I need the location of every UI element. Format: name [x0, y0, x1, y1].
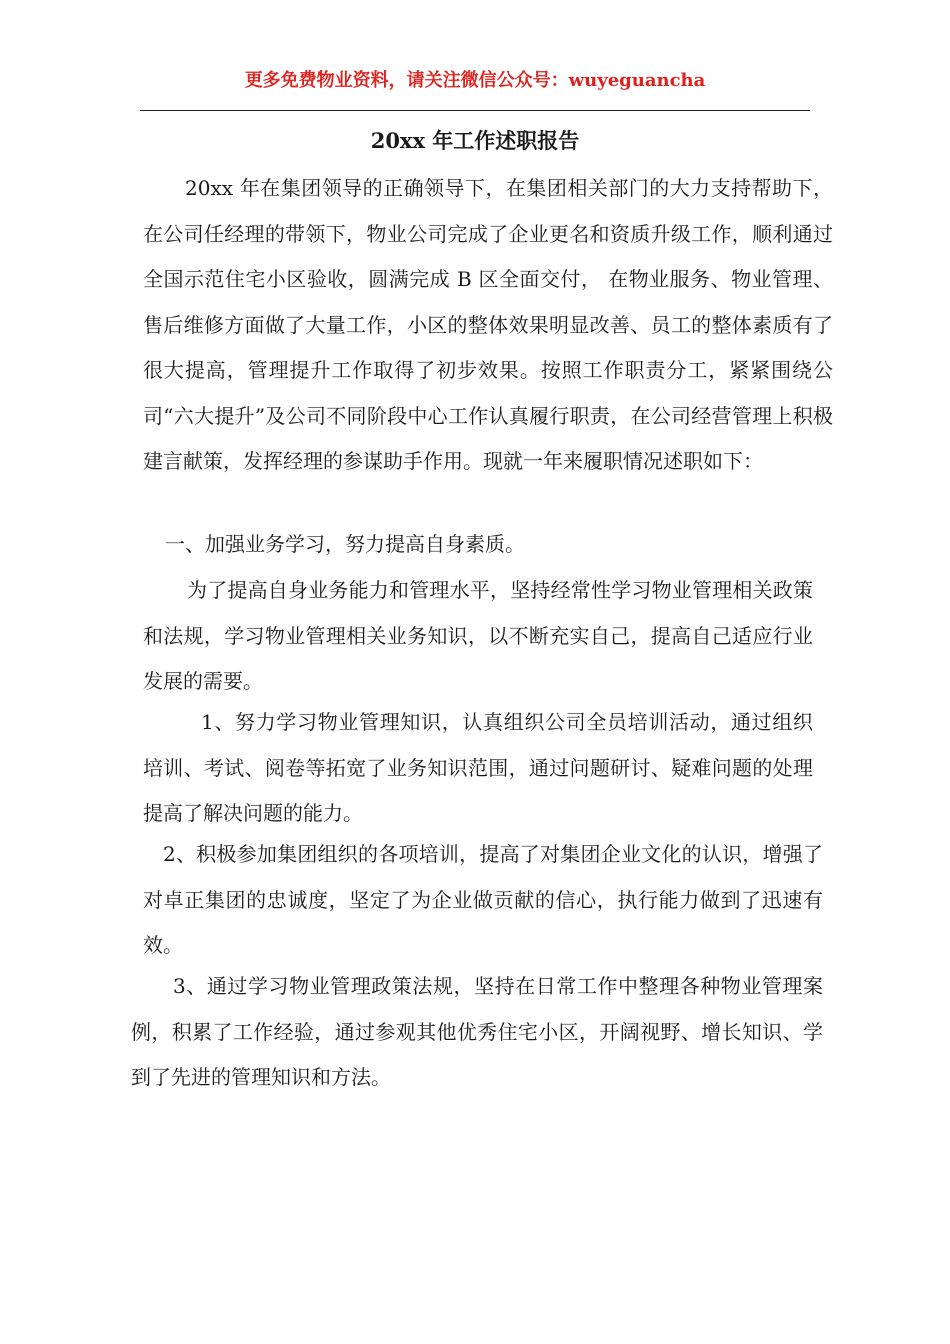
section1-heading: 一、加强业务学习，努力提高自身素质。 [165, 532, 525, 556]
item-2-paragraph: 2、积极参加集团组织的各项培训，提高了对集团企业文化的认识，增强了对卓正集团的忠诚度，坚定了为企业做贡献的信心，执行能力做到了迅速有效。 [143, 842, 823, 957]
section1-body-paragraph: 为了提高自身业务能力和管理水平，坚持经常性学习物业管理相关政策和法规，学习物业管理相关业务知识，以不断充实自己，提高自己适应行业发展的需要。 [143, 578, 813, 693]
document-title: 20xx 年工作述职报告 [370, 128, 580, 153]
intro-paragraph: 20xx 年在集团领导的正确领导下，在集团相关部门的大力支持帮助下，在公司任经理的带领下，物业公司完成了企业更名和资质升级工作，顺利通过全国示范住宅小区验收，圆满完成 B 区全面交付， 在物业服务、物业管理、售后维修方面做了大量工作，小区的整体效果明显改善、员工的整体素质有了很大提高，管理提升工作取得了初步效果。按照工作职责分工，紧紧围绕公司“六大提升”及公司不同阶段中心工作认真履行职责，在公司经营管理上积极建言献策，发挥经理的参谋助手作用。现就一年来履职情况述职如下： [143, 176, 833, 473]
header-divider [140, 110, 810, 111]
item-3-paragraph: 3、通过学习物业管理政策法规，坚持在日常工作中整理各种物业管理案例，积累了工作经验，通过参观其他优秀住宅小区，开阔视野、增长知识、学到了先进的管理知识和方法。 [131, 974, 823, 1089]
header-promo-note: 更多免费物业资料，请关注微信公众号：wuyeguancha [244, 70, 706, 91]
item-1-paragraph: 1、努力学习物业管理知识，认真组织公司全员培训活动，通过组织培训、考试、阅卷等拓宽了业务知识范围，通过问题研讨、疑难问题的处理提高了解决问题的能力。 [143, 710, 813, 825]
